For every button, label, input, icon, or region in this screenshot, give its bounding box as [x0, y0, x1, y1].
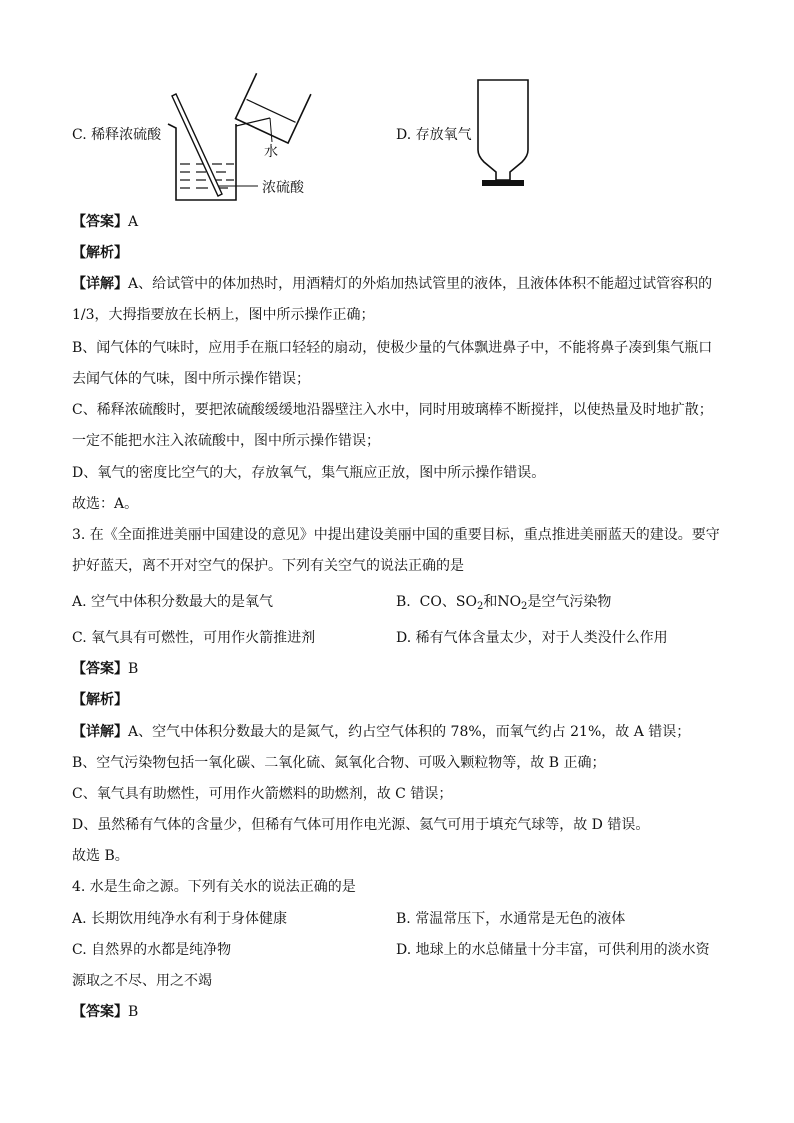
q3-stem-line-1: 3. 在《全面推进美丽中国建设的意见》中提出建设美丽中国的重要目标，重点推进美丽蓝天的建设。要守 [72, 527, 720, 543]
q3-option-b: B. CO、$SO_2$和$NO_2$是空气污染物 [396, 594, 612, 612]
answer-tag: 【答案】 [72, 1004, 128, 1020]
answer-value: B [128, 661, 139, 677]
q3-option-a: A. 空气中体积分数最大的是氧气 [72, 594, 274, 610]
small-beaker-icon [235, 70, 310, 143]
gas-bottle-icon [478, 80, 528, 180]
glass-rod-icon [172, 94, 222, 196]
q4-stem: 4. 水是生命之源。下列有关水的说法正确的是 [72, 879, 356, 895]
acid-label: 浓硫酸 [262, 180, 304, 196]
q2-detail-line-3: B、闻气体的气味时，应用手在瓶口轻轻的扇动，使极少量的气体飘进鼻子中，不能将鼻子凑到集气瓶口 [72, 340, 713, 356]
q3-answer-line [72, 660, 138, 678]
q4-option-a: A. 长期饮用纯净水有利于身体健康 [72, 911, 288, 927]
q3-detail-line-4: D、虽然稀有气体的含量少，但稀有气体可用作电光源、氦气可用于填充气球等，故 D 错误。 [72, 817, 650, 833]
detail-tag: 【详解】 [72, 276, 128, 292]
answer-tag: 【答案】 [72, 214, 128, 230]
q4-option-b: B. 常温常压下，水通常是无色的液体 [396, 911, 626, 927]
q2-analysis-tag: 【解析】 [72, 245, 128, 261]
q2-conclusion: 故选：A。 [72, 496, 139, 512]
dilute-sulfuric-acid-diagram [150, 66, 350, 206]
water-label: 水 [264, 144, 278, 160]
option-c-label: C. 稀释浓硫酸 [72, 127, 162, 143]
q4-answer-line [72, 1003, 138, 1021]
q2-detail-line-4: 去闻气体的气味，图中所示操作错误； [72, 371, 310, 387]
q3-detail-line-1: 【详解】A、空气中体积分数最大的是氮气，约占空气体积的 78%，而氧气约占 21%，故 A 错误； [72, 724, 691, 740]
q3-conclusion: 故选 B。 [72, 848, 129, 864]
answer-value: B [128, 1004, 139, 1020]
q3-detail-line-2: B、空气污染物包括一氧化碳、二氧化硫、氮氧化合物、可吸入颗粒物等，故 B 正确； [72, 755, 606, 771]
q3-stem-line-2: 护好蓝天，离不开对空气的保护。下列有关空气的说法正确的是 [72, 558, 464, 574]
q4-option-d-line-2: 源取之不尽、用之不竭 [72, 973, 212, 989]
option-d-label: D. 存放氧气 [396, 127, 472, 143]
q2-answer-line [72, 213, 138, 231]
q2-detail-line-5: C、稀释浓硫酸时，要把浓硫酸缓缓地沿器壁注入水中，同时用玻璃棒不断搅拌，以使热量及时地扩散； [72, 402, 713, 418]
answer-tag: 【答案】 [72, 661, 128, 677]
q3-option-d: D. 稀有气体含量太少，对于人类没什么作用 [396, 630, 668, 646]
q3-option-c: C. 氧气具有可燃性，可用作火箭推进剂 [72, 630, 316, 646]
q3-detail-line-3: C、氧气具有助燃性，可用作火箭燃料的助燃剂，故 C 错误； [72, 786, 453, 802]
q2-detail-line-1: 【详解】A、给试管中的体加热时，用酒精灯的外焰加热试管里的液体，且液体体积不能超过试管容积的 [72, 276, 713, 292]
q2-detail-line-7: D、氧气的密度比空气的大，存放氧气，集气瓶应正放，图中所示操作错误。 [72, 465, 546, 481]
q4-option-c: C. 自然界的水都是纯净物 [72, 942, 232, 958]
q2-detail-line-2: 1/3，大拇指要放在长柄上，图中所示操作正确； [72, 307, 375, 323]
glass-plate-icon [482, 180, 524, 186]
gas-bottle-diagram [474, 76, 534, 188]
q4-option-d-line-1: D. 地球上的水总储量十分丰富，可供利用的淡水资 [396, 942, 710, 958]
detail-tag: 【详解】 [72, 724, 128, 740]
q3-analysis-tag: 【解析】 [72, 692, 128, 708]
q2-detail-line-6: 一定不能把水注入浓硫酸中，图中所示操作错误； [72, 433, 380, 449]
answer-value: A [128, 214, 139, 230]
